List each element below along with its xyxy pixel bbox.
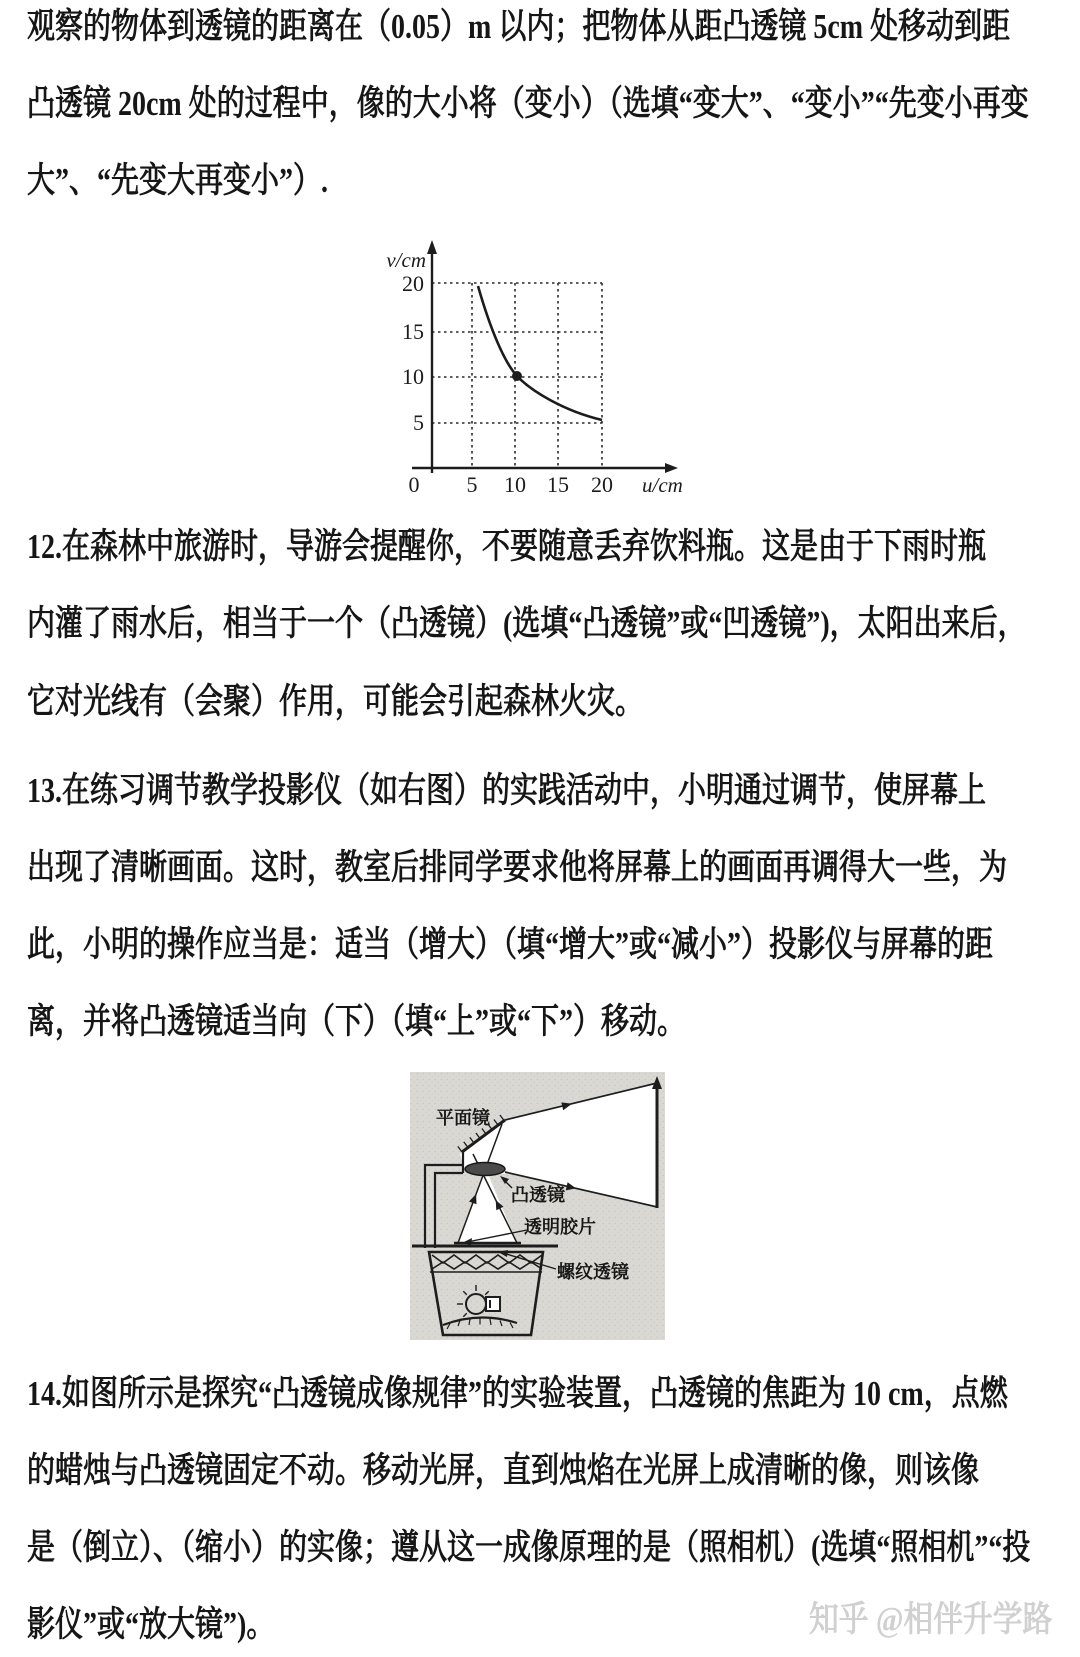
svg-text:20: 20 [591, 472, 613, 497]
q14-line-4: 影仪”或“放大镜”)。 [27, 1605, 275, 1644]
intro-line-2: 凸透镜 20cm 处的过程中，像的大小将（变小）（选填“变大”、“变小”“先变小再变 [27, 84, 1029, 123]
q12-line-2: 内灌了雨水后，相当于一个（凸透镜）(选填“凸透镜”或“凹透镜”)，太阳出来后， [27, 604, 1026, 643]
q14-line-1: 14.如图所示是探究“凸透镜成像规律”的实验装置，凸透镜的焦距为 10 cm，点燃 [27, 1374, 1008, 1413]
q12-line-3: 它对光线有（会聚）作用，可能会引起森林火灾。 [27, 682, 644, 721]
svg-text:15: 15 [402, 319, 424, 344]
x-axis-unit-label: u/cm [642, 473, 683, 497]
q13-line-1: 13.在练习调节教学投影仪（如右图）的实践活动中，小明通过调节，使屏幕上 [27, 771, 987, 810]
y-tick-labels [402, 271, 424, 435]
svg-text:10: 10 [402, 364, 424, 389]
q14-line-3: 是（倒立）、（缩小）的实像；遵从这一成像原理的是（照相机）(选填“照相机”“投 [27, 1528, 1031, 1567]
watermark: 知乎 @相伴升学路 [808, 1600, 1052, 1639]
lens-uv-chart [360, 227, 690, 512]
projector-diagram [410, 1072, 665, 1340]
svg-text:20: 20 [402, 271, 424, 296]
convex-lens-label: 凸透镜 [511, 1185, 565, 1205]
q12-line-1: 12.在森林中旅游时，导游会提醒你，不要随意丢弃饮料瓶。这是由于下雨时瓶 [27, 527, 987, 566]
svg-text:0: 0 [408, 472, 420, 497]
svg-text:5: 5 [413, 410, 424, 435]
svg-text:5: 5 [466, 472, 478, 497]
q14-line-2: 的蜡烛与凸透镜固定不动。移动光屏，直到烛焰在光屏上成清晰的像，则该像 [27, 1451, 980, 1490]
q13-line-3: 此，小明的操作应当是：适当（增大）（填“增大”或“减小”）投影仪与屏幕的距 [27, 925, 994, 964]
uv-curve [478, 286, 602, 420]
data-point-u10-v10 [512, 371, 522, 381]
x-axis-arrow [665, 463, 678, 473]
film-label: 透明胶片 [524, 1217, 596, 1237]
svg-text:10: 10 [504, 472, 526, 497]
fresnel-lens-label: 螺纹透镜 [557, 1262, 629, 1282]
convex-lens [465, 1163, 505, 1176]
svg-text:15: 15 [547, 472, 569, 497]
y-axis-arrow [427, 240, 437, 254]
q13-line-4: 离，并将凸透镜适当向（下）（填“上”或“下”）移动。 [27, 1002, 686, 1041]
y-axis-unit-label: v/cm [386, 248, 426, 272]
plane-mirror-label: 平面镜 [436, 1108, 490, 1128]
intro-line-1: 观察的物体到透镜的距离在（0.05）m 以内；把物体从距凸透镜 5cm 处移动到距 [27, 7, 1011, 46]
intro-line-3: 大”、“先变大再变小”）. [27, 161, 329, 200]
q13-line-2: 出现了清晰画面。这时，教室后排同学要求他将屏幕上的画面再调得大一些，为 [27, 848, 1008, 887]
x-tick-labels [409, 472, 614, 497]
